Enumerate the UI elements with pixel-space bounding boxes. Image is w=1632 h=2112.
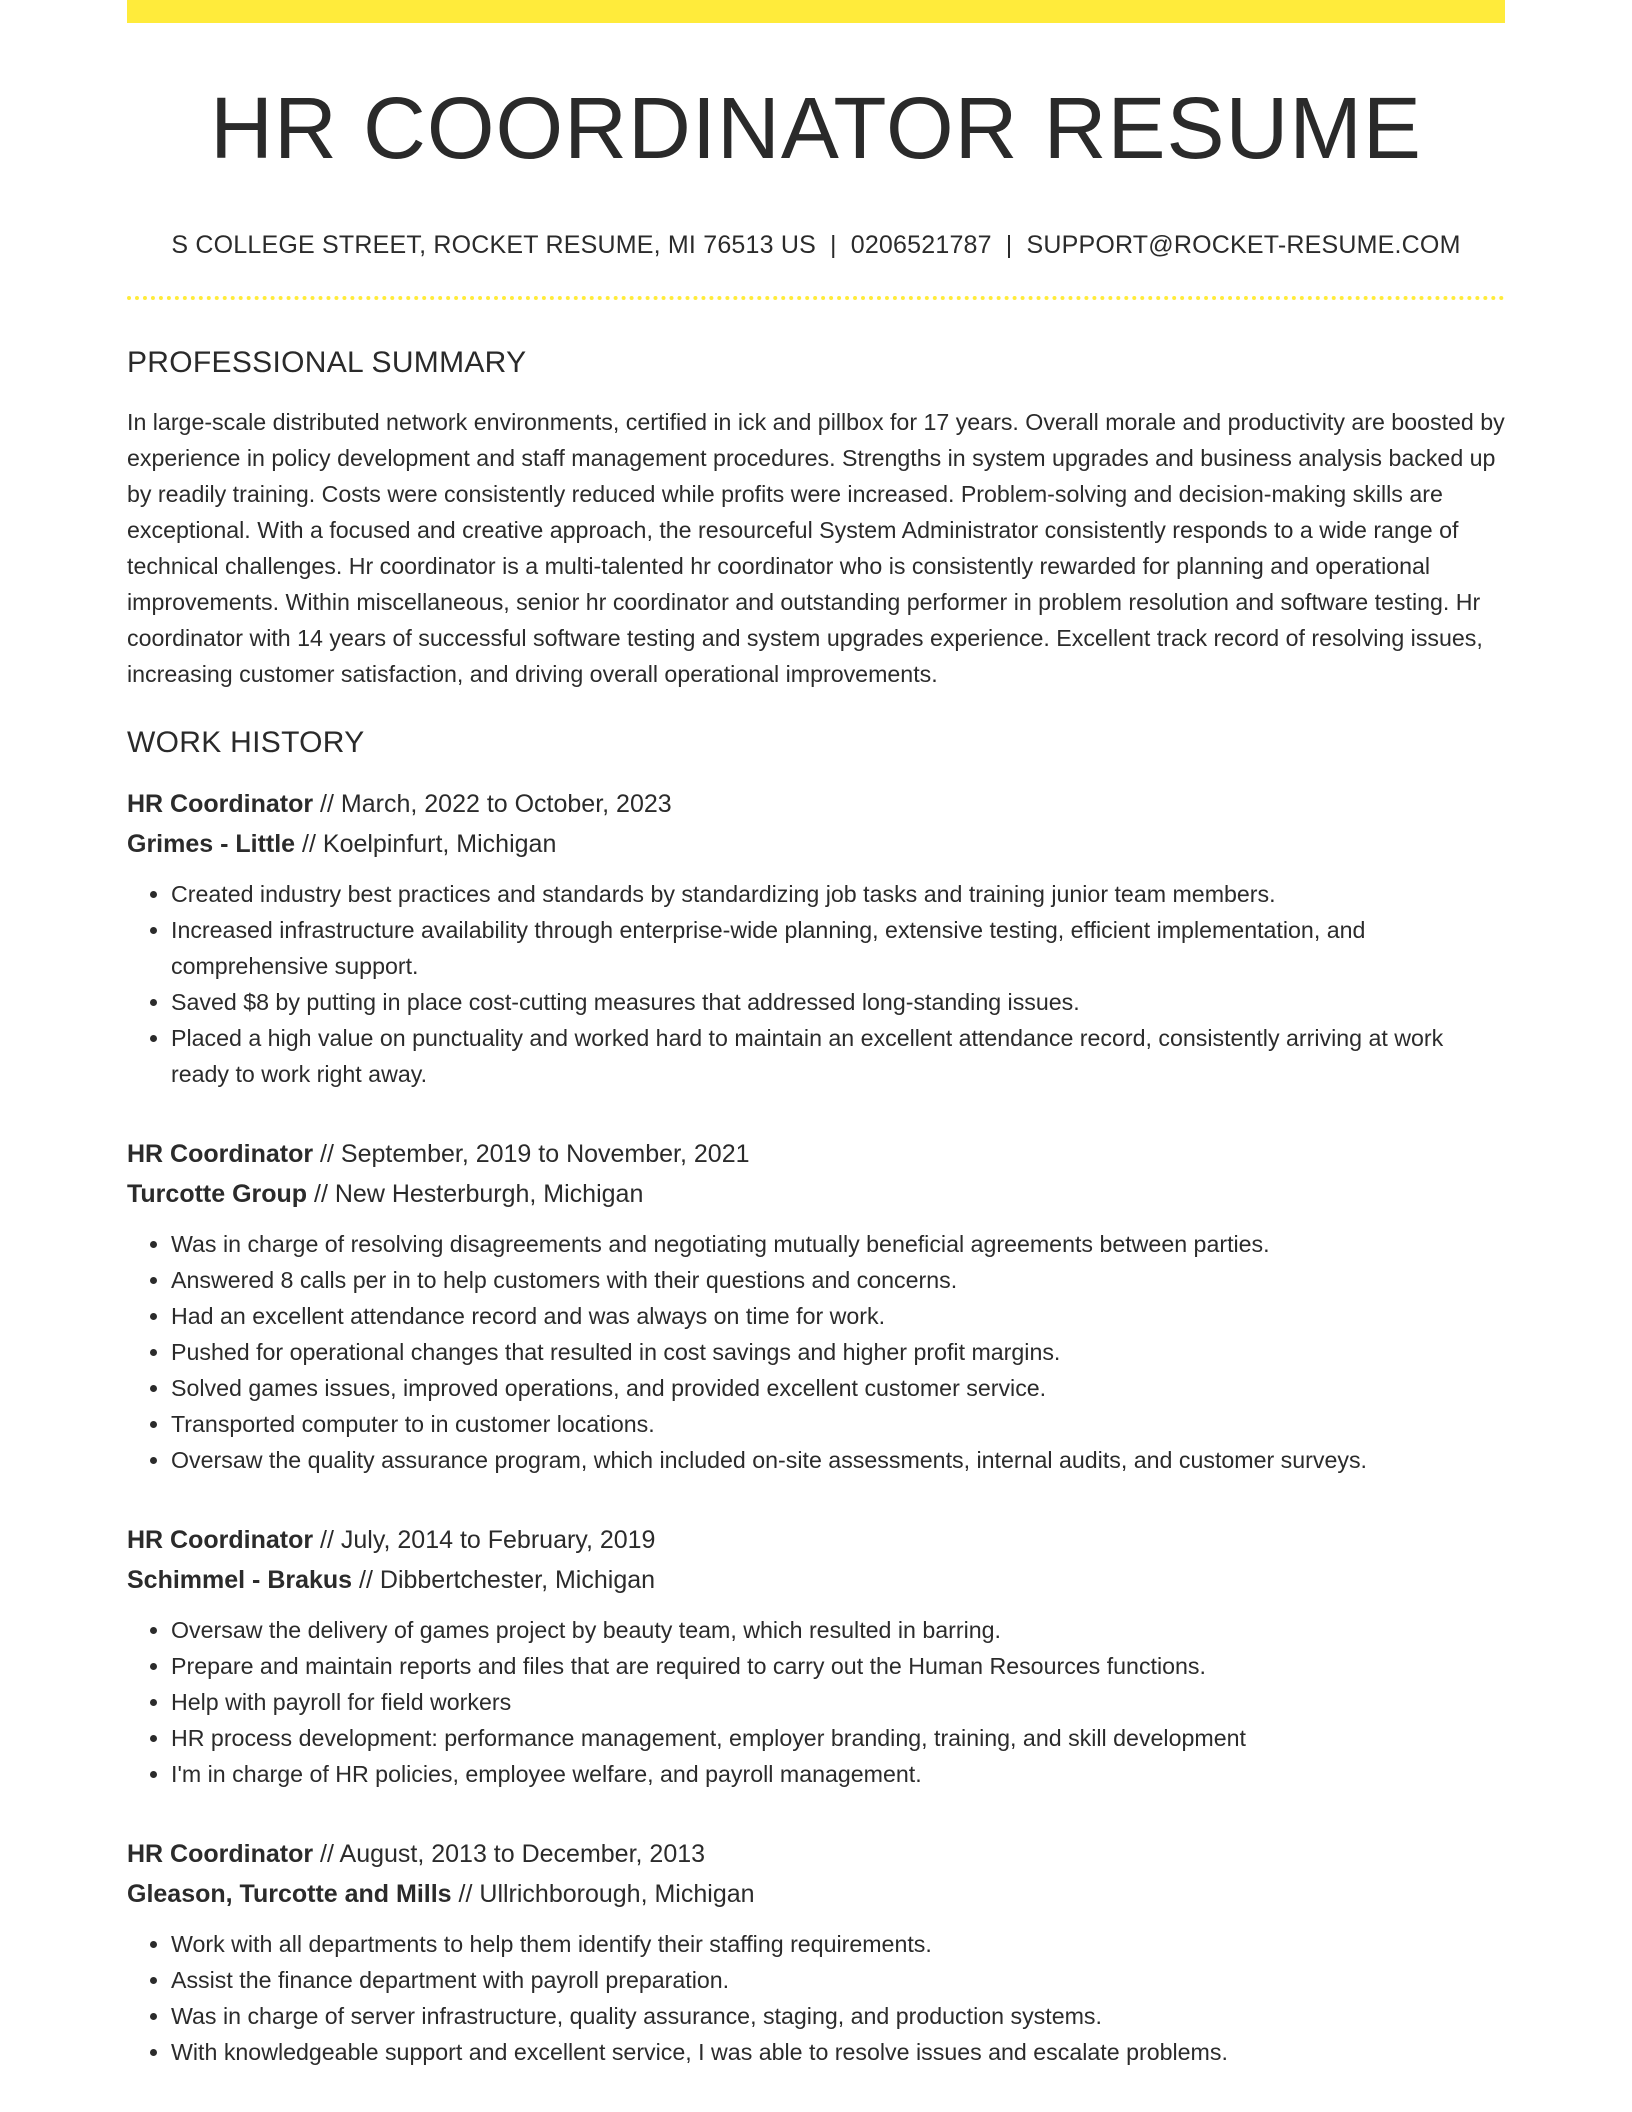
job-entry — [127, 1134, 1505, 1478]
job-bullet: • Solved games issues, improved operations, and provided excellent customer service. — [171, 1370, 1505, 1406]
job-bullet: • I'm in charge of HR policies, employee welfare, and payroll management. — [171, 1756, 1505, 1792]
contact-line — [127, 231, 1505, 260]
job-separator: // — [295, 829, 323, 858]
job-separator: // — [451, 1879, 480, 1908]
job-bullet: • Oversaw the delivery of games project by beauty team, which resulted in barring. — [171, 1612, 1505, 1648]
job-role-line — [127, 1134, 1505, 1174]
job-role: HR Coordinator — [127, 1139, 314, 1168]
job-separator: // — [313, 1139, 341, 1168]
job-bullet: • Placed a high value on punctuality and worked hard to maintain an excellent attendance record, consistently arriving at work ready to work right away. — [171, 1020, 1505, 1092]
job-bullet: • Saved $8 by putting in place cost-cutting measures that addressed long-standing issues. — [171, 984, 1505, 1020]
job-separator: // — [313, 789, 341, 818]
job-separator: // — [352, 1565, 380, 1594]
job-separator: // — [313, 1525, 341, 1554]
job-entry — [127, 1834, 1505, 2070]
job-bullet: • Answered 8 calls per in to help customers with their questions and concerns. — [171, 1262, 1505, 1298]
job-bullets — [127, 1226, 1505, 1478]
job-company: Gleason, Turcotte and Mills — [127, 1879, 452, 1908]
job-bullet: • Had an excellent attendance record and was always on time for work. — [171, 1298, 1505, 1334]
contact-email[interactable]: SUPPORT@ROCKET-RESUME.COM — [1026, 230, 1461, 259]
resume-page — [127, 0, 1505, 2070]
job-bullet: • Increased infrastructure availability through enterprise-wide planning, extensive testing, efficient implementation, and comprehensive support. — [171, 912, 1505, 984]
summary-text: In large-scale distributed network environments, certified in ick and pillbox for 17 years. Overall morale and productivity are boosted by experience in policy development and staff management procedures. Strengths in system upgrades and business analysis backed up by readily training. Costs were consistently reduced while profits were increased. Problem-solving and decision-making skills are exceptional. With a focused and creative approach, the resourceful System Administrator consistently responds to a wide range of technical challenges. Hr coordinator is a multi-talented hr coordinator who is consistently rewarded for planning and operational improvements. Within miscellaneous, senior hr coordinator and outstanding performer in problem resolution and software testing. Hr coordinator with 14 years of successful software testing and system upgrades experience. Excellent track record of resolving issues, increasing customer satisfaction, and driving overall operational improvements. — [127, 408, 1505, 687]
work-history-heading: WORK HISTORY — [127, 725, 365, 759]
job-role: HR Coordinator — [127, 1525, 314, 1554]
job-role-line — [127, 1520, 1505, 1560]
job-bullets — [127, 1612, 1505, 1792]
job-location: Ullrichborough, Michigan — [479, 1879, 755, 1908]
summary-heading: PROFESSIONAL SUMMARY — [127, 345, 527, 379]
job-bullet: • Work with all departments to help them identify their staffing requirements. — [171, 1926, 1505, 1962]
job-bullet: • Pushed for operational changes that resulted in cost savings and higher profit margins. — [171, 1334, 1505, 1370]
job-bullet: • Transported computer to in customer locations. — [171, 1406, 1505, 1442]
job-bullets — [127, 876, 1505, 1092]
contact-phone: 0206521787 — [850, 230, 992, 259]
job-bullets — [127, 1926, 1505, 2070]
job-separator: // — [313, 1839, 340, 1868]
job-bullet: • Assist the finance department with payroll preparation. — [171, 1962, 1505, 1998]
job-bullet: • Help with payroll for field workers — [171, 1684, 1505, 1720]
job-role-line — [127, 784, 1505, 824]
job-bullet: • HR process development: performance management, employer branding, training, and skill development — [171, 1720, 1505, 1756]
resume-title: HR COORDINATOR RESUME — [210, 80, 1422, 177]
job-dates: August, 2013 to December, 2013 — [339, 1839, 706, 1868]
job-bullet: • Created industry best practices and standards by standardizing job tasks and training junior team members. — [171, 876, 1505, 912]
job-company-line — [127, 824, 1505, 864]
job-role-line — [127, 1834, 1505, 1874]
job-entry — [127, 784, 1505, 1092]
job-entry — [127, 1520, 1505, 1792]
job-bullet: • Prepare and maintain reports and files that are required to carry out the Human Resources functions. — [171, 1648, 1505, 1684]
job-company: Schimmel - Brakus — [127, 1565, 353, 1594]
job-bullet: • Oversaw the quality assurance program, which included on-site assessments, internal audits, and customer surveys. — [171, 1442, 1505, 1478]
job-separator: // — [307, 1179, 335, 1208]
job-bullet: • Was in charge of resolving disagreements and negotiating mutually beneficial agreements between parties. — [171, 1226, 1505, 1262]
job-company: Turcotte Group — [127, 1179, 308, 1208]
job-company-line — [127, 1174, 1505, 1214]
job-location: Koelpinfurt, Michigan — [322, 829, 557, 858]
job-company: Grimes - Little — [127, 829, 296, 858]
job-bullet: • Was in charge of server infrastructure, quality assurance, staging, and production systems. — [171, 1998, 1505, 2034]
accent-bar — [127, 0, 1505, 23]
job-dates: March, 2022 to October, 2023 — [340, 789, 672, 818]
job-dates: July, 2014 to February, 2019 — [340, 1525, 656, 1554]
job-location: New Hesterburgh, Michigan — [334, 1179, 644, 1208]
job-role: HR Coordinator — [127, 1839, 314, 1868]
job-bullet: • With knowledgeable support and excellent service, I was able to resolve issues and escalate problems. — [171, 2034, 1505, 2070]
job-location: Dibbertchester, Michigan — [379, 1565, 656, 1594]
job-company-line — [127, 1874, 1505, 1914]
contact-separator: | — [1005, 230, 1013, 259]
job-dates: September, 2019 to November, 2021 — [340, 1139, 750, 1168]
dotted-divider — [127, 296, 1505, 300]
contact-address: S COLLEGE STREET, ROCKET RESUME, MI 76513 US — [171, 230, 817, 259]
contact-separator: | — [830, 230, 837, 259]
work-history-list — [127, 784, 1505, 2070]
job-role: HR Coordinator — [127, 789, 314, 818]
job-company-line — [127, 1560, 1505, 1600]
